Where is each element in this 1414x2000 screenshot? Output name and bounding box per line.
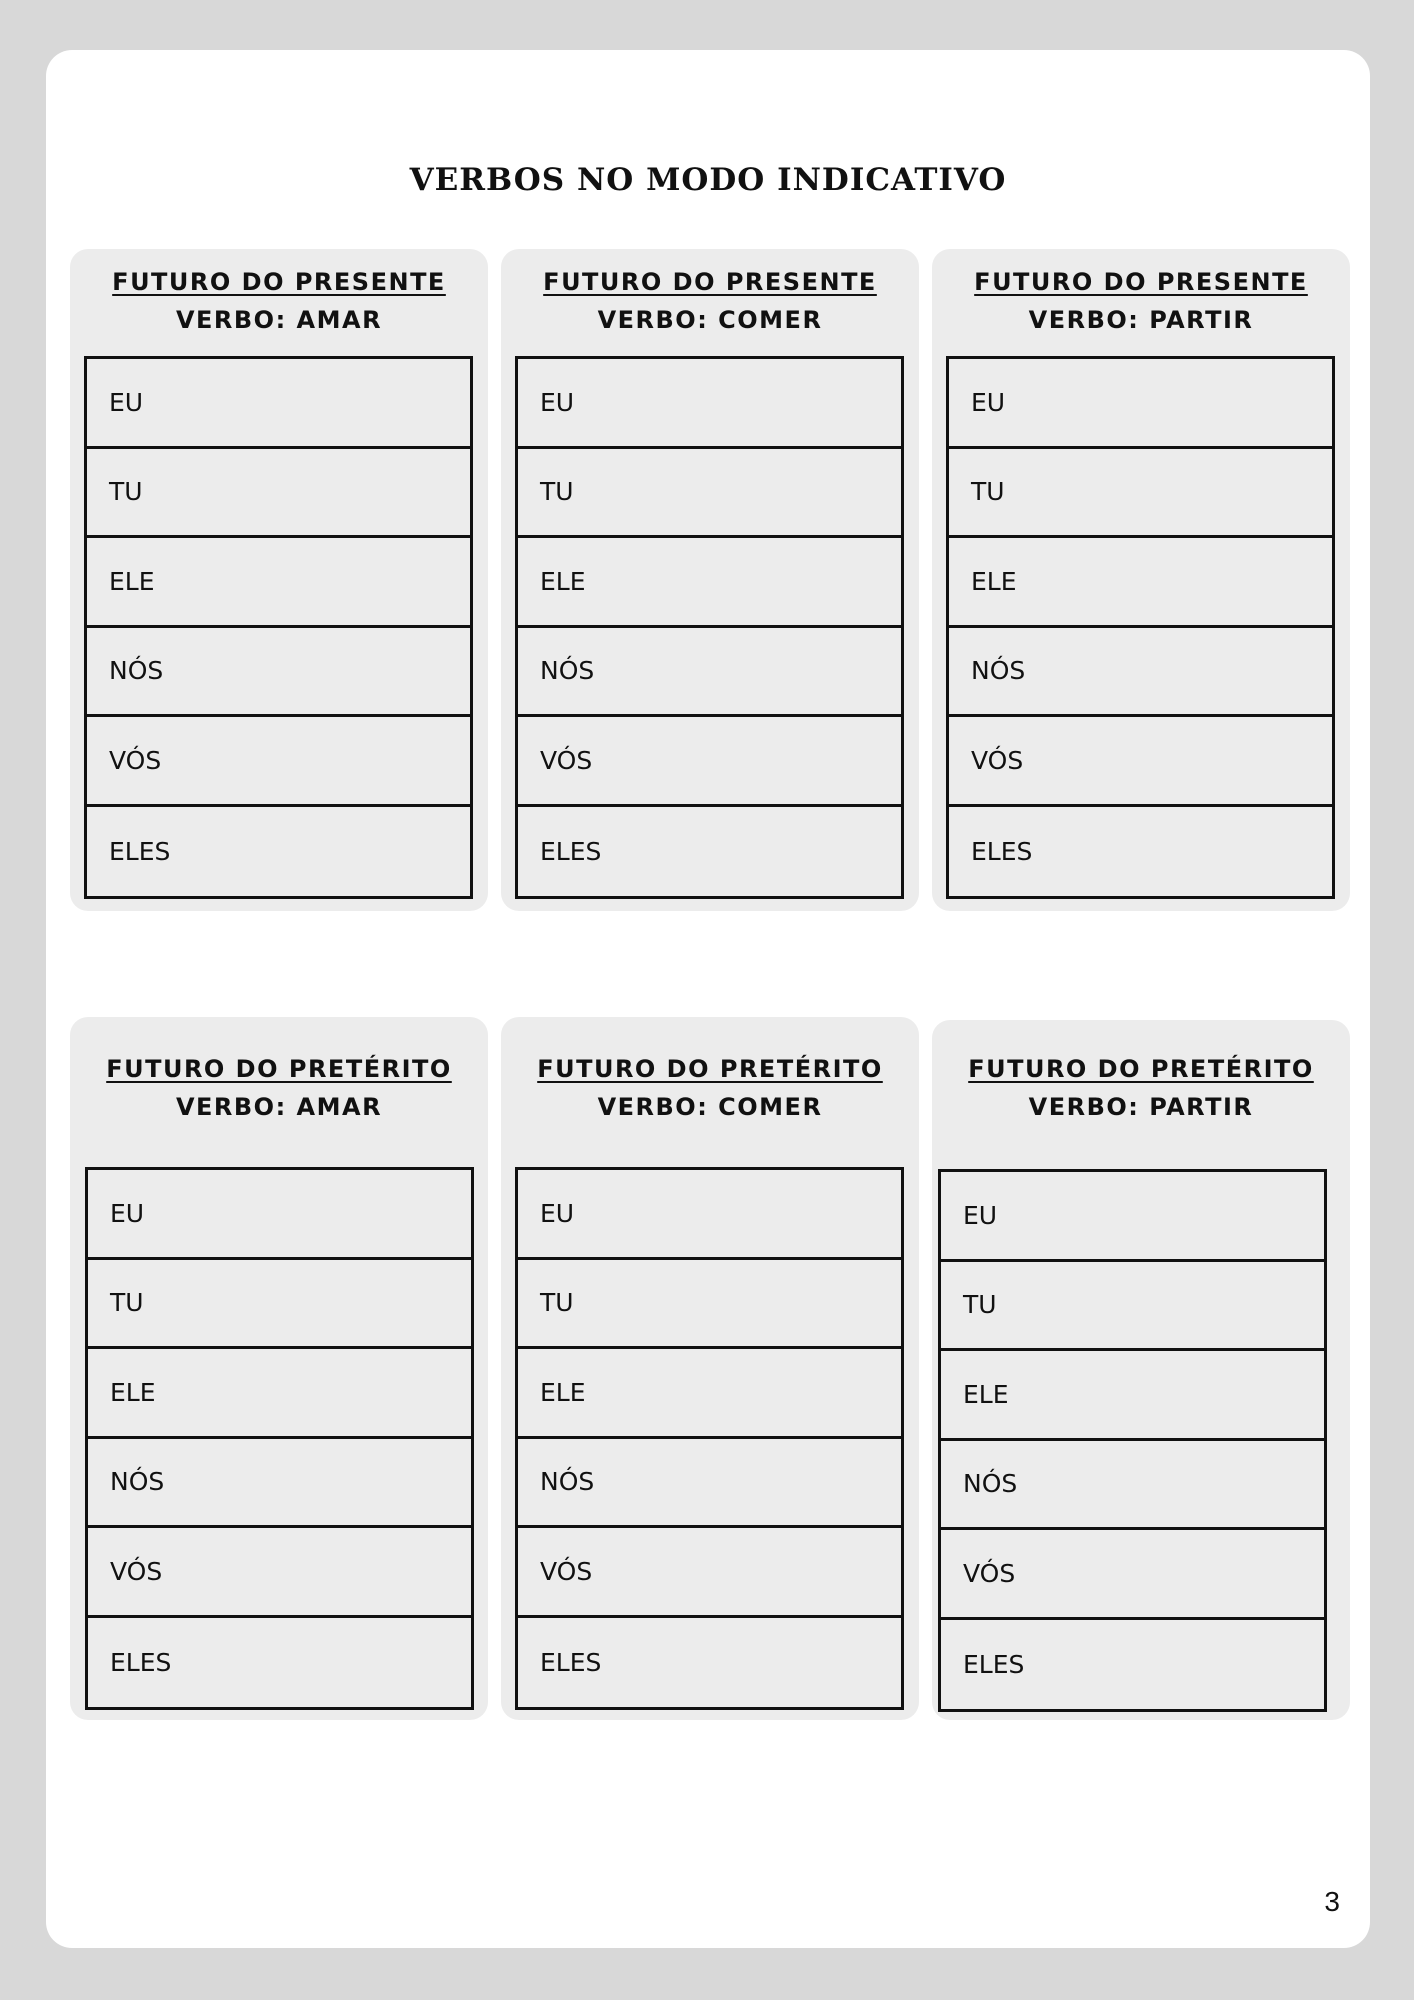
- pronoun-row-eu: EU: [949, 359, 1332, 449]
- card-verb-label: VERBO: PARTIR: [1028, 306, 1254, 334]
- conjugation-card-futuro-presente-comer: [501, 249, 919, 911]
- pronoun-row-tu: TU: [949, 449, 1332, 539]
- card-tense-title: FUTURO DO PRESENTE: [543, 268, 877, 296]
- conjugation-table: [84, 356, 473, 899]
- pronoun-row-eles: ELES: [971, 836, 1033, 866]
- card-header: [932, 1050, 1350, 1126]
- conjugation-table: [946, 356, 1335, 899]
- pronoun-row-vos: VÓS: [941, 1530, 1324, 1620]
- pronoun-row-nos: NÓS: [518, 1439, 901, 1529]
- pronoun-row-eu: EU: [518, 1170, 901, 1260]
- pronoun-row-nos: NÓS: [88, 1439, 471, 1529]
- conjugation-card-futuro-preterito-amar: [70, 1017, 488, 1720]
- pronoun-row-ele: ELE: [949, 538, 1332, 628]
- conjugation-card-futuro-presente-amar: [70, 249, 488, 911]
- page-title: VERBOS NO MODO INDICATIVO: [409, 162, 1007, 198]
- pronoun-row-eles: ELES: [540, 836, 602, 866]
- pronoun-row-eles: ELES: [110, 1647, 172, 1677]
- card-verb-label: VERBO: PARTIR: [1028, 1093, 1254, 1121]
- conjugation-table: [85, 1167, 474, 1710]
- pronoun-row-vos: VÓS: [88, 1528, 471, 1618]
- pronoun-row-eu: EU: [87, 359, 470, 449]
- pronoun-row-ele: ELE: [518, 538, 901, 628]
- card-header: [70, 1050, 488, 1126]
- card-verb-label: VERBO: COMER: [597, 1093, 823, 1121]
- pronoun-row-nos: NÓS: [941, 1441, 1324, 1531]
- card-verb-label: VERBO: COMER: [597, 306, 823, 334]
- card-tense-title: FUTURO DO PRESENTE: [974, 268, 1308, 296]
- conjugation-card-futuro-preterito-comer: [501, 1017, 919, 1720]
- card-tense-title: FUTURO DO PRETÉRITO: [968, 1055, 1314, 1083]
- conjugation-table: [515, 356, 904, 899]
- pronoun-row-vos: VÓS: [949, 717, 1332, 807]
- conjugation-card-futuro-preterito-partir: [932, 1020, 1350, 1720]
- pronoun-row-eles: ELES: [540, 1647, 602, 1677]
- pronoun-row-vos: VÓS: [518, 1528, 901, 1618]
- pronoun-row-eles: ELES: [109, 836, 171, 866]
- pronoun-row-eu: EU: [941, 1172, 1324, 1262]
- card-header: [501, 1050, 919, 1126]
- pronoun-row-ele: ELE: [88, 1349, 471, 1439]
- pronoun-row-ele: ELE: [518, 1349, 901, 1439]
- card-header: [932, 263, 1350, 339]
- pronoun-row-nos: NÓS: [949, 628, 1332, 718]
- pronoun-row-eles: ELES: [963, 1649, 1025, 1679]
- card-tense-title: FUTURO DO PRESENTE: [112, 268, 446, 296]
- pronoun-row-nos: NÓS: [87, 628, 470, 718]
- card-tense-title: FUTURO DO PRETÉRITO: [537, 1055, 883, 1083]
- card-verb-label: VERBO: AMAR: [175, 306, 383, 334]
- pronoun-row-tu: TU: [518, 1260, 901, 1350]
- card-header: [70, 263, 488, 339]
- conjugation-table: [515, 1167, 904, 1710]
- pronoun-row-nos: NÓS: [518, 628, 901, 718]
- pronoun-row-eu: EU: [518, 359, 901, 449]
- pronoun-row-tu: TU: [88, 1260, 471, 1350]
- conjugation-table: [938, 1169, 1327, 1712]
- pronoun-row-tu: TU: [518, 449, 901, 539]
- pronoun-row-vos: VÓS: [87, 717, 470, 807]
- card-header: [501, 263, 919, 339]
- card-tense-title: FUTURO DO PRETÉRITO: [106, 1055, 452, 1083]
- pronoun-row-vos: VÓS: [518, 717, 901, 807]
- card-verb-label: VERBO: AMAR: [175, 1093, 383, 1121]
- pronoun-row-ele: ELE: [87, 538, 470, 628]
- conjugation-card-futuro-presente-partir: [932, 249, 1350, 911]
- pronoun-row-eu: EU: [88, 1170, 471, 1260]
- worksheet-page: [46, 50, 1370, 1948]
- pronoun-row-tu: TU: [941, 1262, 1324, 1352]
- pronoun-row-ele: ELE: [941, 1351, 1324, 1441]
- pronoun-row-tu: TU: [87, 449, 470, 539]
- page-number: 3: [1324, 1886, 1340, 1917]
